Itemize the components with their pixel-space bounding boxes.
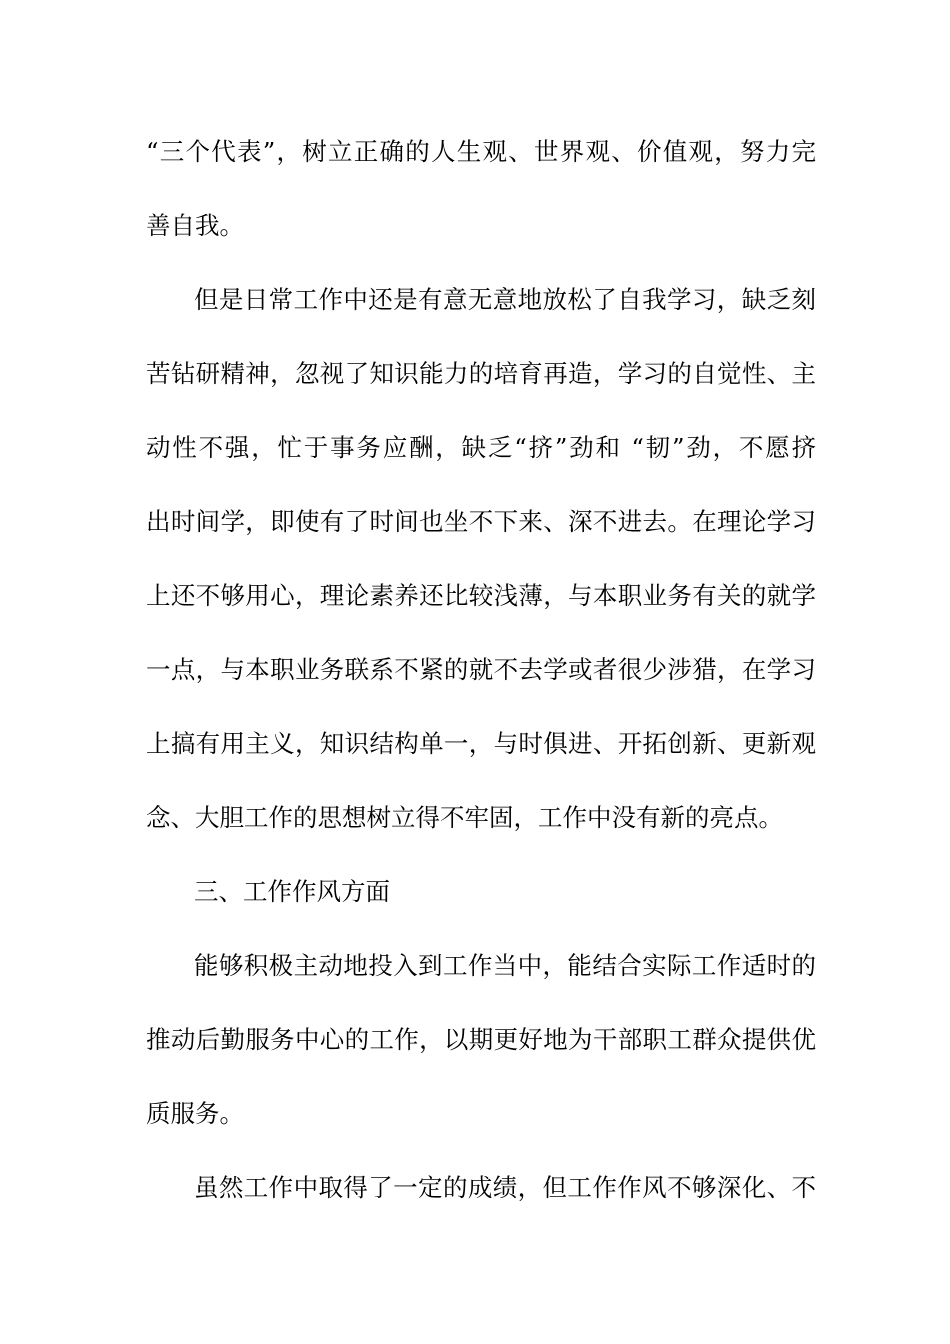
text-line-7: 上还不够用心，理论素养还比较浅薄，与本职业务有关的就学	[146, 581, 816, 610]
section-heading: 三、工作作风方面	[194, 877, 390, 906]
text-line-13: 推动后勤服务中心的工作，以期更好地为干部职工群众提供优	[146, 1025, 816, 1054]
text-line-4: 苦钻研精神，忽视了知识能力的培育再造，学习的自觉性、主	[146, 359, 816, 388]
paragraph-start-line: 能够积极主动地投入到工作当中，能结合实际工作适时的	[194, 951, 816, 980]
text-line-1: “三个代表”，树立正确的人生观、世界观、价值观，努力完	[146, 137, 816, 166]
text-line-8: 一点，与本职业务联系不紧的就不去学或者很少涉猎，在学习	[146, 655, 816, 684]
text-line-14: 质服务。	[146, 1099, 244, 1128]
text-line-10: 念、大胆工作的思想树立得不牢固，工作中没有新的亮点。	[146, 803, 783, 832]
paragraph-start-line: 但是日常工作中还是有意无意地放松了自我学习，缺乏刻	[194, 285, 816, 314]
text-line-2: 善自我。	[146, 211, 244, 240]
text-line-9: 上搞有用主义，知识结构单一，与时俱进、开拓创新、更新观	[146, 729, 816, 758]
text-line-6: 出时间学，即使有了时间也坐不下来、深不进去。在理论学习	[146, 507, 816, 536]
text-line-5: 动性不强，忙于事务应酬，缺乏“挤”劲和 “韧”劲，不愿挤	[146, 433, 816, 462]
paragraph-start-line: 虽然工作中取得了一定的成绩，但工作作风不够深化、不	[194, 1173, 816, 1202]
